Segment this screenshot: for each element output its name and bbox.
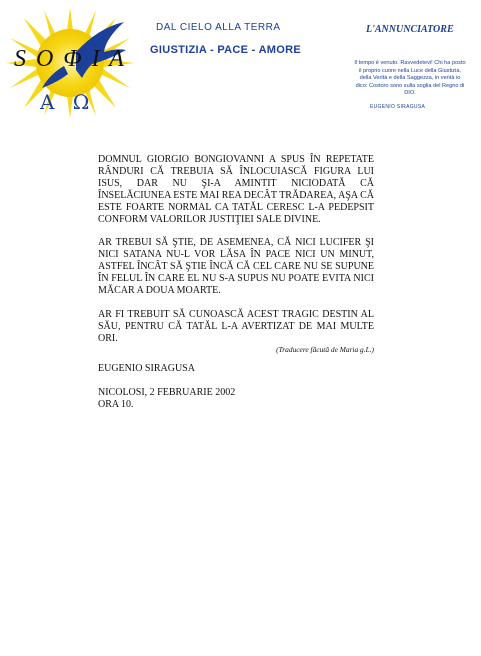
time: ORA 10. [98, 398, 134, 410]
place-date: NICOLOSI, 2 FEBRUARIE 2002 [98, 386, 236, 398]
sophia-logo-text: S O Φ I A [14, 46, 126, 72]
paragraph-1: DOMNUL GIORGIO BONGIOVANNI A SPUS ÎN REPETATE RÂNDURI CĂ TREBUIA SĂ ÎNLOCUIASCĂ FIGURA LUI ISUS, DAR NU ŞI-A AMINTIT NICIODATĂ CĂ ÎNSELĂCIUNEA ESTE MAI REA DECÂT TRĂDAREA, AŞA CĂ ESTE FOARTE NORMAL CA TATĂL CERESC L-A PEDEPSIT CONFORM VALORILOR JUSTIŢIEI SALE DIVINE. [98, 154, 374, 225]
alpha-omega-symbol: Α Ω [40, 90, 96, 114]
signature: EUGENIO SIRAGUSA [98, 362, 195, 374]
translator-note: (Traducere făcută de Maria g.L.) [276, 344, 374, 354]
letter-body [98, 154, 374, 410]
quote-signature: EUGENIO SIRAGUSA [370, 104, 426, 110]
publication-title: L'ANNUNCIATORE [366, 24, 454, 35]
paragraph-2: AR TREBUI SĂ ŞTIE, DE ASEMENEA, CĂ NICI LUCIFER ŞI NICI SATANA NU-L VOR LĂSA ÎN PACE NICI UN MINUT, ASTFEL ÎNCÂT SĂ ŞTIE ÎNCĂ CĂ CEL CARE NU SE SUPUNE ÎN FELUL ÎN CARE EL NU S-A SUPUS NU POATE EVITA NICI MĂCAR A DOUA MOARTE. [98, 237, 374, 297]
paragraph-3: AR FI TREBUIT SĂ CUNOASCĂ ACEST TRAGIC DESTIN AL SĂU, PENTRU CĂ TATĂL L-A AVERTIZAT DE MAI MULTE ORI. [98, 308, 374, 344]
motto-line-2: GIUSTIZIA - PACE - AMORE [150, 44, 302, 56]
letterhead-quote: Il tempo è venuto. Ravvedetevi! Chi ha posto il proprio cuore nella Luce della Giustizia, della Verità e della Saggezza, in verità io dico: Costoro sono sulla soglia del Regno di DIO. [354, 60, 466, 97]
motto-line-1: DAL CIELO ALLA TERRA [156, 22, 281, 33]
